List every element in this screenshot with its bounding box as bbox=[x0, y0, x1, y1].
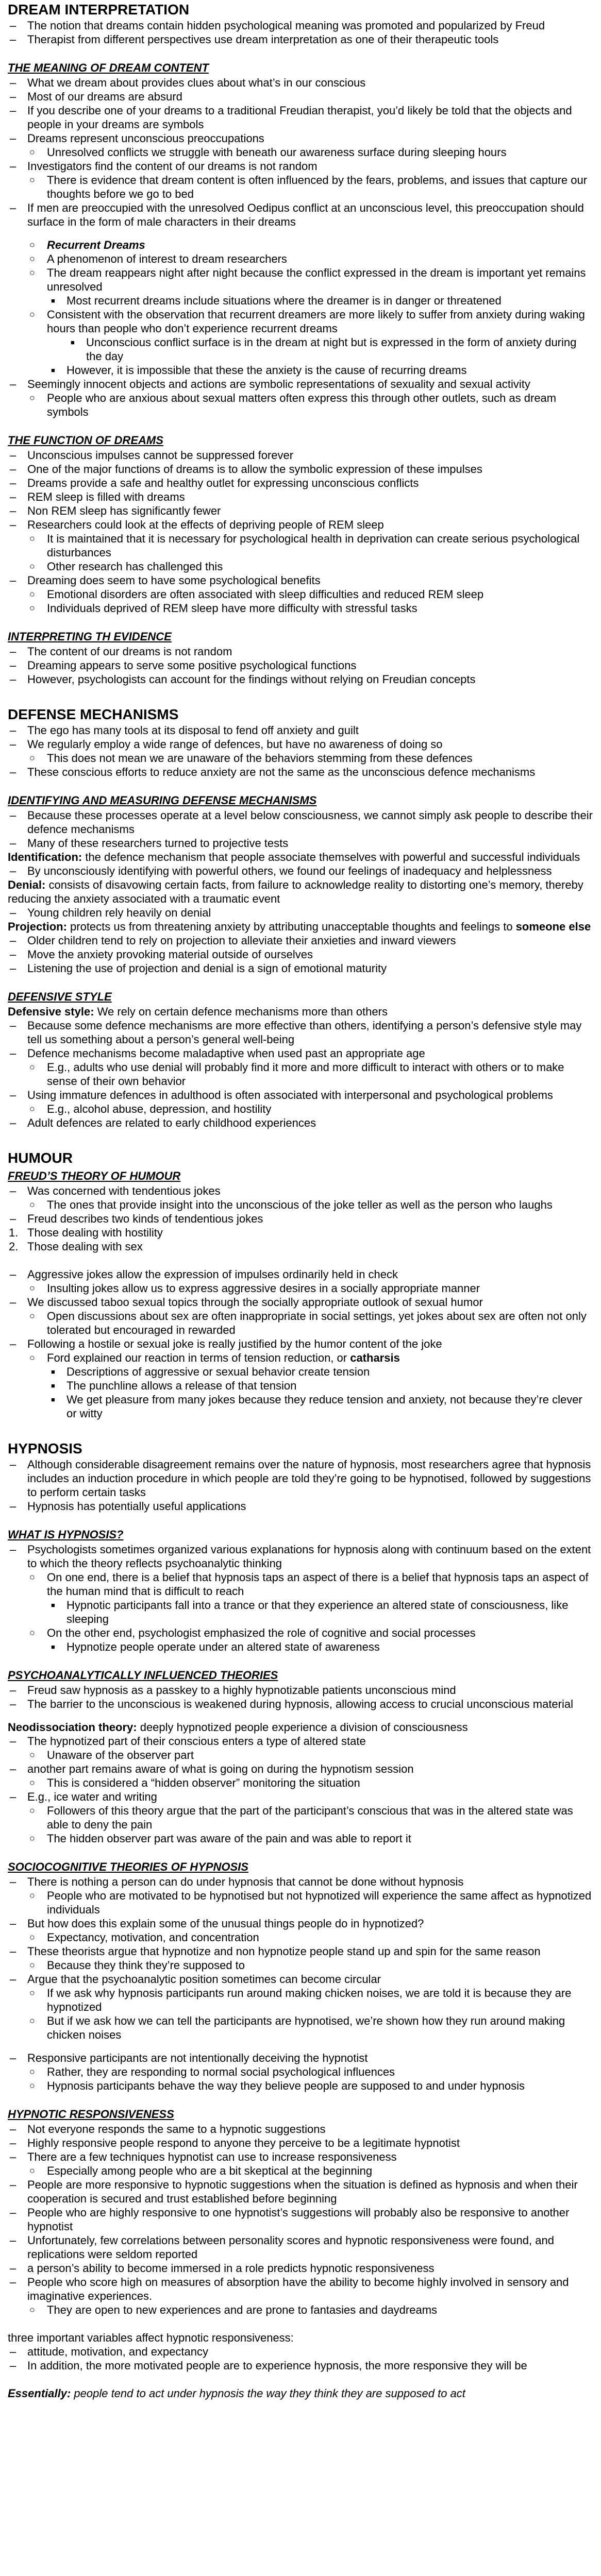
emphasis-text: catharsis bbox=[350, 1351, 400, 1364]
heading-meaning-of-dream-content: THE MEANING OF DREAM CONTENT bbox=[8, 61, 209, 74]
sub-sub-list-item: ■ We get pleasure from many jokes because they reduce tension and anxiety, not because they’re clever or witty bbox=[47, 1393, 593, 1420]
sub-list-item: ○ E.g., adults who use denial will probably find it more and more difficult to interact with others or to make sense of their own behavior bbox=[27, 1060, 593, 1088]
list-item: – a person’s ability to become immersed in a role predicts hypnotic responsiveness bbox=[8, 2261, 593, 2275]
sub-list bbox=[8, 1060, 593, 1088]
list-item: – But how does this explain some of the unusual things people do in hypnotized? bbox=[8, 1917, 593, 1930]
humour-list-cont bbox=[8, 1337, 593, 1351]
style-list-cont bbox=[8, 1088, 593, 1102]
list-item: – The barrier to the unconscious is weakened during hypnosis, allowing access to crucial unconscious material bbox=[8, 1697, 593, 1711]
list-item: – Researchers could look at the effects of depriving people of REM sleep bbox=[8, 518, 593, 532]
heading-recurrent-dreams: Recurrent Dreams bbox=[47, 239, 145, 251]
list-item: – Unfortunately, few correlations between personality scores and hypnotic responsiveness were found, and replications were seldom reported bbox=[8, 2233, 593, 2261]
term-defensive-style: Defensive style: bbox=[8, 1005, 94, 1018]
sub-list bbox=[8, 1930, 593, 1944]
list-item: – The ego has many tools at its disposal to fend off anxiety and guilt bbox=[8, 723, 593, 737]
sub-list-item: ○ Emotional disorders are often associated with sleep difficulties and reduced REM sleep bbox=[27, 587, 593, 601]
responsiveness-list bbox=[8, 2122, 593, 2164]
socio-list-cont bbox=[8, 1972, 593, 1986]
section-title-dream: DREAM INTERPRETATION bbox=[8, 2, 190, 18]
sub-sub-list-item: ■ Hypnotize people operate under an altered state of awareness bbox=[47, 1640, 593, 1654]
term-denial: Denial: bbox=[8, 878, 46, 891]
sub-list-item: ○ Open discussions about sex are often inappropriate in social settings, yet jokes about sex are often not only tolerated but encouraged in rewarded bbox=[27, 1309, 593, 1337]
numbered-item-text: Those dealing with sex bbox=[27, 1240, 143, 1253]
definition-text: consists of disavowing certain facts, from failure to acknowledge reality to distorting one’s memory, thereby reducing the anxiety associated with a traumatic event bbox=[8, 878, 583, 905]
dream-meaning-list-cont bbox=[8, 201, 593, 229]
definition-defensive-style bbox=[8, 1005, 593, 1019]
list-item: – Seemingly innocent objects and actions are symbolic representations of sexuality and sexual activity bbox=[8, 377, 593, 391]
socio-list-cont bbox=[8, 1917, 593, 1930]
heading-hypnotic-responsiveness: HYPNOTIC RESPONSIVENESS bbox=[8, 2108, 174, 2121]
sub-list-item: ○ This is considered a “hidden observer” monitoring the situation bbox=[27, 1776, 593, 1790]
style-list-cont bbox=[8, 1116, 593, 1130]
list-item: – Dreaming does seem to have some psychological benefits bbox=[8, 573, 593, 587]
list-item: – Not everyone responds the same to a hypnotic suggestions bbox=[8, 2122, 593, 2136]
heading-interpreting-evidence: INTERPRETING TH EVIDENCE bbox=[8, 630, 172, 643]
sub-list-item: ○ Hypnosis participants behave the way they believe people are supposed to and under hypnosis bbox=[27, 2079, 593, 2093]
numbered-item: 2. Those dealing with sex bbox=[9, 1240, 143, 1253]
list-item: – Because these processes operate at a level below consciousness, we cannot simply ask people to describe their defence mechanisms bbox=[8, 808, 593, 836]
term-projection: Projection: bbox=[8, 920, 67, 933]
sub-list-item: ○ Because they think they’re supposed to bbox=[27, 1958, 593, 1972]
list-item: – Argue that the psychoanalytic position sometimes can become circular bbox=[8, 1972, 593, 1986]
sub-list bbox=[8, 532, 593, 573]
sub-list bbox=[8, 2065, 593, 2093]
list-item: – Dreams provide a safe and healthy outlet for expressing unconscious conflicts bbox=[8, 476, 593, 490]
definition-identification bbox=[8, 850, 593, 864]
three-variables-list bbox=[8, 2345, 593, 2372]
heading-sociocognitive-theories: SOCIOCOGNITIVE THEORIES OF HYPNOSIS bbox=[8, 1860, 248, 1873]
sub-list bbox=[8, 391, 593, 419]
list-item: – In addition, the more motivated people are to experience hypnosis, the more responsive they will be bbox=[8, 2359, 593, 2372]
sub-list bbox=[8, 1309, 593, 1337]
denial-list bbox=[8, 906, 593, 920]
list-item: – Older children tend to rely on projection to alleviate their anxieties and inward viewers bbox=[8, 934, 593, 947]
sub-list-item: ○ Other research has challenged this bbox=[27, 560, 593, 573]
definition-neodissociation bbox=[8, 1720, 593, 1734]
sub-list-item: ○ Followers of this theory argue that the part of the participant’s conscious that was in the altered state was able to deny the pain bbox=[27, 1804, 593, 1832]
sub-list bbox=[8, 1626, 593, 1640]
heading-psychoanalytic-theories: PSYCHOANALYTICALLY INFLUENCED THEORIES bbox=[8, 1669, 278, 1682]
section-title-defense: DEFENSE MECHANISMS bbox=[8, 706, 179, 722]
sub-list-item: ○ Especially among people who are a bit skeptical at the beginning bbox=[27, 2164, 593, 2178]
list-item: – Was concerned with tendentious jokes bbox=[8, 1184, 593, 1198]
sub-sub-list bbox=[8, 294, 593, 308]
sub-sub-list bbox=[8, 1640, 593, 1654]
essentially-summary bbox=[8, 2386, 593, 2400]
sub-list bbox=[8, 1986, 593, 2042]
sub-list bbox=[8, 751, 593, 765]
emphasis-text: someone else bbox=[515, 920, 591, 933]
sub-list-item bbox=[27, 1351, 593, 1365]
sub-list-item: ○ This does not mean we are unaware of the behaviors stemming from these defences bbox=[27, 751, 593, 765]
dream-meaning-list-cont bbox=[8, 159, 593, 173]
list-item: – E.g., ice water and writing bbox=[8, 1790, 593, 1804]
definition-projection bbox=[8, 920, 593, 934]
section-title-humour: HUMOUR bbox=[8, 1150, 73, 1166]
hypnosis-list bbox=[8, 1458, 593, 1513]
list-item: – Hypnosis has potentially useful applications bbox=[8, 1499, 593, 1513]
defense-list-cont bbox=[8, 765, 593, 779]
sub-list bbox=[8, 2303, 593, 2317]
sub-list-item: ○ Rather, they are responding to normal social psychological influences bbox=[27, 2065, 593, 2079]
sub-list-item: ○ The hidden observer part was aware of the pain and was able to report it bbox=[27, 1832, 593, 1845]
list-item: – The hypnotized part of their conscious enters a type of altered state bbox=[8, 1734, 593, 1748]
list-item: – If men are preoccupied with the unresolved Oedipus conflict at an unconscious level, this preoccupation should surface in the form of male characters in their dreams bbox=[8, 201, 593, 229]
sub-list bbox=[8, 1958, 593, 1972]
socio-list bbox=[8, 1875, 593, 1889]
list-item: – Defence mechanisms become maladaptive when used past an appropriate age bbox=[8, 1046, 593, 1060]
term-essentially: Essentially: bbox=[8, 2387, 71, 2400]
sub-list bbox=[8, 1198, 593, 1212]
style-list bbox=[8, 1019, 593, 1060]
sub-list bbox=[8, 145, 593, 159]
list-item: – People who are highly responsive to one hypnotist’s suggestions will probably also be responsive to another hypnotist bbox=[8, 2206, 593, 2233]
sub-list-item: ○ The dream reappears night after night because the conflict expressed in the dream is important yet remains unresolved bbox=[27, 266, 593, 294]
sub-list-item: ○ There is evidence that dream content is often influenced by the fears, problems, and issues that capture our thoughts before we go to bed bbox=[27, 173, 593, 201]
list-item: – There are a few techniques hypnotist can use to increase responsiveness bbox=[8, 2150, 593, 2164]
sub-sub-list bbox=[8, 1365, 593, 1420]
recurrent-dreams-block bbox=[8, 238, 593, 252]
dream-intro-list bbox=[8, 19, 593, 46]
numbered-item-text: Those dealing with hostility bbox=[27, 1226, 163, 1239]
list-item: – Many of these researchers turned to projective tests bbox=[8, 836, 593, 850]
dream-meaning-list bbox=[8, 76, 593, 145]
sub-sub-list bbox=[8, 1598, 593, 1626]
recurrent-list bbox=[8, 252, 593, 294]
sub-sub-list-item: ■ However, it is impossible that these the anxiety is the cause of recurring dreams bbox=[47, 363, 593, 377]
sub-list-item: ○ But if we ask how we can tell the participants are hypnotised, we’re shown how they run around making chicken noises bbox=[27, 2014, 593, 2042]
list-item: – One of the major functions of dreams is to allow the symbolic expression of these impulses bbox=[8, 462, 593, 476]
list-item: – Move the anxiety provoking material outside of ourselves bbox=[8, 947, 593, 961]
section-title-hypnosis: HYPNOSIS bbox=[8, 1440, 82, 1456]
list-item: – Investigators find the content of our dreams is not random bbox=[8, 159, 593, 173]
dream-function-list-cont bbox=[8, 573, 593, 587]
psycho-list bbox=[8, 1683, 593, 1711]
identification-list bbox=[8, 864, 593, 878]
sub-list bbox=[8, 1776, 593, 1790]
humour-list bbox=[8, 1184, 593, 1198]
list-item: – If you describe one of your dreams to a traditional Freudian therapist, you’d likely be told that the objects and people in your dreams are symbols bbox=[8, 104, 593, 131]
list-item: – Using immature defences in adulthood is often associated with interpersonal and psychological problems bbox=[8, 1088, 593, 1102]
list-item: – Listening the use of projection and denial is a sign of emotional maturity bbox=[8, 961, 593, 975]
list-item: – Freud describes two kinds of tendentious jokes bbox=[8, 1212, 593, 1226]
list-item: – Dreams represent unconscious preoccupations bbox=[8, 131, 593, 145]
measuring-list bbox=[8, 808, 593, 850]
heading-what-is-hypnosis: WHAT IS HYPNOSIS? bbox=[8, 1528, 124, 1541]
definition-text: deeply hypnotized people experience a division of consciousness bbox=[137, 1721, 468, 1734]
sub-list-item: ○ If we ask why hypnosis participants run around making chicken noises, we are told it is because they are hypnotized bbox=[27, 1986, 593, 2014]
sub-sub-list-item: ■ Unconscious conflict surface is in the dream at night but is expressed in the form of anxiety during the day bbox=[66, 335, 593, 363]
list-item: – Highly responsive people respond to anyone they perceive to be a legitimate hypnotist bbox=[8, 2136, 593, 2150]
sub-list-item: ○ People who are anxious about sexual matters often express this through other outlets, such as dream symbols bbox=[27, 391, 593, 419]
sub-list-item: ○ They are open to new experiences and are prone to fantasies and daydreams bbox=[27, 2303, 593, 2317]
list-item: – Because some defence mechanisms are more effective than others, identifying a person’s defensive style may tell us something about a person’s general well-being bbox=[8, 1019, 593, 1046]
socio-list-cont bbox=[8, 2051, 593, 2065]
sub-list-item: ○ Unaware of the observer part bbox=[27, 1748, 593, 1762]
summary-text: people tend to act under hypnosis the way they think they are supposed to act bbox=[71, 2387, 465, 2400]
sub-list-item: ○ People who are motivated to be hypnotised but not hypnotized will experience the same affect as hypnotized individuals bbox=[27, 1889, 593, 1917]
three-variables-intro: three important variables affect hypnotic responsiveness: bbox=[8, 2331, 294, 2344]
sub-list bbox=[8, 1281, 593, 1295]
list-item: – Psychologists sometimes organized various explanations for hypnosis along with continuum based on the extent to which the theory reflects psychoanalytic thinking bbox=[8, 1543, 593, 1570]
sub-list-item: ○ On the other end, psychologist emphasized the role of cognitive and social processes bbox=[27, 1626, 593, 1640]
sub-sub-list-item: ■ The punchline allows a release of that tension bbox=[47, 1379, 593, 1393]
numbered-item: 1. Those dealing with hostility bbox=[9, 1226, 163, 1239]
term-identification: Identification: bbox=[8, 851, 82, 863]
sub-list-item: ○ Expectancy, motivation, and concentration bbox=[27, 1930, 593, 1944]
sub-list bbox=[8, 173, 593, 201]
sub-list bbox=[8, 1351, 593, 1365]
list-item: – Following a hostile or sexual joke is really justified by the humor content of the joke bbox=[8, 1337, 593, 1351]
sub-list-item: ○ A phenomenon of interest to dream researchers bbox=[27, 252, 593, 266]
list-item: – Aggressive jokes allow the expression of impulses ordinarily held in check bbox=[8, 1267, 593, 1281]
responsiveness-list-cont bbox=[8, 2178, 593, 2303]
recurrent-heading-item bbox=[27, 238, 593, 252]
socio-list-cont bbox=[8, 1944, 593, 1958]
neo-list-cont bbox=[8, 1790, 593, 1804]
sub-list bbox=[8, 587, 593, 615]
list-item: – Dreaming appears to serve some positive psychological functions bbox=[8, 658, 593, 672]
sub-list bbox=[8, 2164, 593, 2178]
list-item: – The notion that dreams contain hidden psychological meaning was promoted and popularized by Freud bbox=[8, 19, 593, 32]
heading-freud-theory-humour: FREUD’S THEORY OF HUMOUR bbox=[8, 1170, 181, 1182]
sub-list-item: ○ The ones that provide insight into the unconscious of the joke teller as well as the person who laughs bbox=[27, 1198, 593, 1212]
sub-list bbox=[8, 1570, 593, 1598]
list-item: – REM sleep is filled with dreams bbox=[8, 490, 593, 504]
list-item: – However, psychologists can account for the findings without relying on Freudian concepts bbox=[8, 672, 593, 686]
heading-function-of-dreams: THE FUNCTION OF DREAMS bbox=[8, 434, 163, 447]
definition-text: the defence mechanism that people associate themselves with powerful and successful individuals bbox=[82, 851, 580, 863]
sub-sub-list-item: ■ Descriptions of aggressive or sexual behavior create tension bbox=[47, 1365, 593, 1379]
list-item: – We discussed taboo sexual topics through the socially appropriate outlook of sexual humor bbox=[8, 1295, 593, 1309]
list-item: – Therapist from different perspectives use dream interpretation as one of their therapeutic tools bbox=[8, 32, 593, 46]
list-item: – Although considerable disagreement remains over the nature of hypnosis, most researchers agree that hypnosis includes an induction procedure in which people are told they’re going to be hypnotised, followed by suggestions to perform certain tasks bbox=[8, 1458, 593, 1499]
sub-sub-list-item: ■ Hypnotic participants fall into a trance or that they experience an altered state of consciousness, like sleeping bbox=[47, 1598, 593, 1626]
sub-list-item: ○ On one end, there is a belief that hypnosis taps an aspect of there is a belief that hypnosis taps an aspect of the human mind that is difficult to reach bbox=[27, 1570, 593, 1598]
list-item: – Adult defences are related to early childhood experiences bbox=[8, 1116, 593, 1130]
sub-list bbox=[8, 1804, 593, 1845]
list-item: – Young children rely heavily on denial bbox=[8, 906, 593, 920]
recurrent-list-cont bbox=[8, 377, 593, 391]
sub-sub-list bbox=[8, 335, 593, 377]
list-item: – What we dream about provides clues about what’s in our conscious bbox=[8, 76, 593, 90]
heading-defensive-style: DEFENSIVE STYLE bbox=[8, 990, 112, 1003]
definition-denial bbox=[8, 878, 593, 906]
definition-text: protects us from threatening anxiety by attributing unacceptable thoughts and feelings to bbox=[66, 920, 516, 933]
interpreting-list bbox=[8, 645, 593, 686]
list-item: – Non REM sleep has significantly fewer bbox=[8, 504, 593, 518]
neo-list bbox=[8, 1734, 593, 1748]
sub-list-text: Ford explained our reaction in terms of tension reduction, or bbox=[47, 1351, 350, 1364]
what-list bbox=[8, 1543, 593, 1570]
list-item: – Most of our dreams are absurd bbox=[8, 90, 593, 104]
projection-list bbox=[8, 934, 593, 975]
sub-sub-list-item: ■ Most recurrent dreams include situations where the dreamer is in danger or threatened bbox=[47, 294, 593, 308]
sub-list-item: ○ Consistent with the observation that recurrent dreamers are more likely to suffer from anxiety during waking hours than people who don’t experience recurrent dreams bbox=[27, 308, 593, 335]
list-item: – Unconscious impulses cannot be suppressed forever bbox=[8, 448, 593, 462]
sub-list-item: ○ It is maintained that it is necessary for psychological health in deprivation can create serious psychological disturbances bbox=[27, 532, 593, 560]
humour-list-cont bbox=[8, 1267, 593, 1281]
list-item: – Freud saw hypnosis as a passkey to a highly hypnotizable patients unconscious mind bbox=[8, 1683, 593, 1697]
defense-list bbox=[8, 723, 593, 751]
list-item: – We regularly employ a wide range of defences, but have no awareness of doing so bbox=[8, 737, 593, 751]
list-item: – These theorists argue that hypnotize and non hypnotize people stand up and spin for the same reason bbox=[8, 1944, 593, 1958]
list-item: – attitude, motivation, and expectancy bbox=[8, 2345, 593, 2359]
list-item: – There is nothing a person can do under hypnosis that cannot be done without hypnosis bbox=[8, 1875, 593, 1889]
sub-list-item: ○ Unresolved conflicts we struggle with beneath our awareness surface during sleeping hours bbox=[27, 145, 593, 159]
list-item: – another part remains aware of what is going on during the hypnotism session bbox=[8, 1762, 593, 1776]
list-item: – The content of our dreams is not random bbox=[8, 645, 593, 658]
definition-text: We rely on certain defence mechanisms more than others bbox=[94, 1005, 388, 1018]
list-item: – Responsive participants are not intentionally deceiving the hypnotist bbox=[8, 2051, 593, 2065]
humour-list-cont bbox=[8, 1295, 593, 1309]
list-item: – People who score high on measures of absorption have the ability to become highly involved in sensory and imaginative experiences. bbox=[8, 2275, 593, 2303]
sub-list-item: ○ Insulting jokes allow us to express aggressive desires in a socially appropriate manner bbox=[27, 1281, 593, 1295]
list-item: – These conscious efforts to reduce anxiety are not the same as the unconscious defence mechanisms bbox=[8, 765, 593, 779]
term-neodissociation: Neodissociation theory: bbox=[8, 1721, 137, 1734]
sub-list-item: ○ Individuals deprived of REM sleep have more difficulty with stressful tasks bbox=[27, 601, 593, 615]
humour-list-cont bbox=[8, 1212, 593, 1226]
numbered-list bbox=[8, 1226, 593, 1253]
dream-function-list bbox=[8, 448, 593, 532]
neo-list-cont bbox=[8, 1762, 593, 1776]
heading-identifying-measuring: IDENTIFYING AND MEASURING DEFENSE MECHANISMS bbox=[8, 794, 317, 807]
list-item: – By unconsciously identifying with powerful others, we found our feelings of inadequacy and helplessness bbox=[8, 864, 593, 878]
sub-list bbox=[8, 1889, 593, 1917]
recurrent-list-cont bbox=[8, 308, 593, 335]
list-item: – People are more responsive to hypnotic suggestions when the situation is defined as hypnosis and when their cooperation is secured and trust established before beginning bbox=[8, 2178, 593, 2206]
sub-list-item: ○ E.g., alcohol abuse, depression, and hostility bbox=[27, 1102, 593, 1116]
sub-list bbox=[8, 1102, 593, 1116]
sub-list bbox=[8, 1748, 593, 1762]
